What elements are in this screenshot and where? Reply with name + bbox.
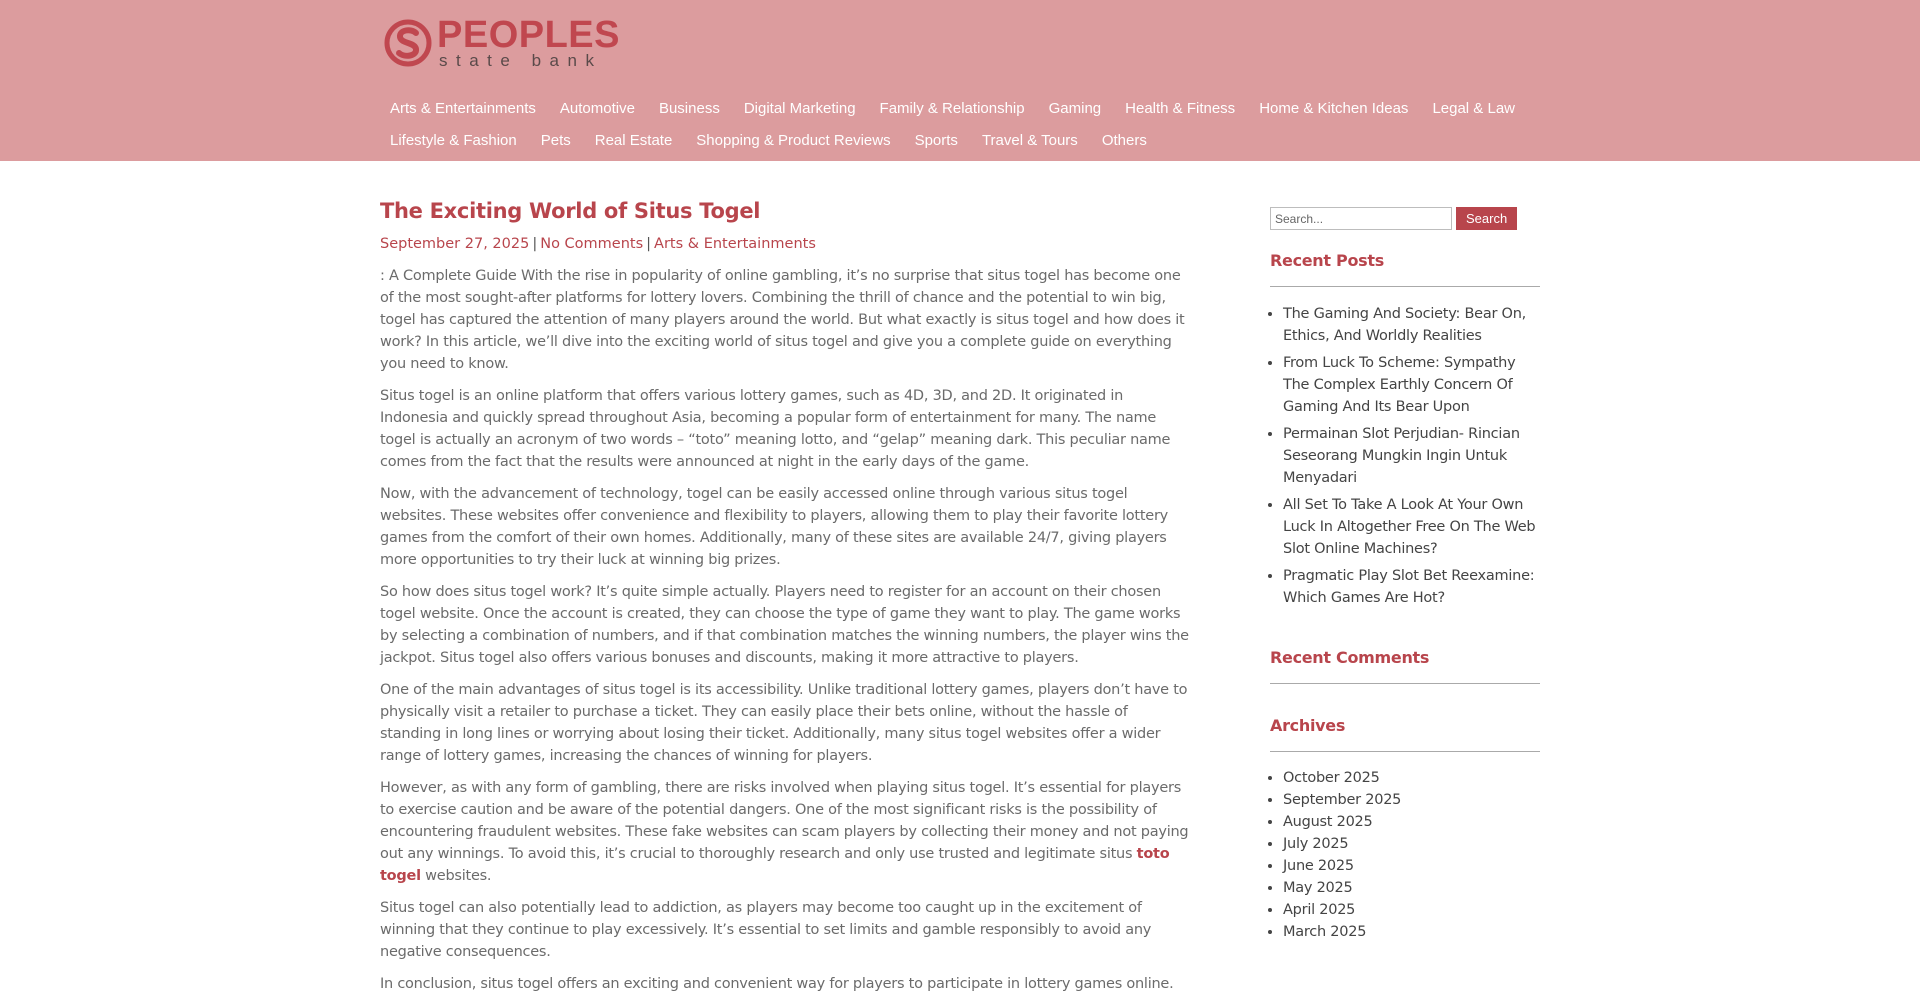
nav-item-automotive[interactable]: Automotive: [559, 99, 635, 117]
nav-item-pets[interactable]: Pets: [540, 131, 571, 149]
post-paragraph: In conclusion, situs togel offers an exciting and convenient way for players to participate in lottery games online.: [380, 976, 1174, 992]
post-paragraph-with-link: [380, 777, 1192, 887]
recent-post-item[interactable]: • Permainan Slot Perjudian- Rincian Seseorang Mungkin Ingin Untuk Menyadari: [1283, 423, 1540, 489]
post-meta: [380, 236, 1192, 252]
logo-tagline: state bank: [439, 51, 603, 70]
nav-item-digital-marketing[interactable]: Digital Marketing: [743, 99, 856, 117]
meta-separator: |: [532, 236, 538, 252]
recent-post-item[interactable]: • All Set To Take A Look At Your Own Luck In Altogether Free On The Web Slot Online Machines?: [1283, 494, 1540, 560]
archive-item[interactable]: • May 2025: [1283, 877, 1540, 899]
recent-post-item[interactable]: • The Gaming And Society: Bear On, Ethics, And Worldly Realities: [1283, 303, 1540, 347]
archive-item[interactable]: • October 2025: [1283, 767, 1540, 789]
archive-item[interactable]: • September 2025: [1283, 789, 1540, 811]
logo-title: PEOPLES: [437, 14, 620, 56]
archive-item[interactable]: • August 2025: [1283, 811, 1540, 833]
recent-posts-list: [1270, 303, 1540, 609]
post-paragraph: So how does situs togel work? It’s quite simple actually. Players need to register for an account on their chosen togel website. Once the account is created, they can choose the type of game they want to play. The game works by selecting a combination of numbers, and if that combination matches the winning numbers, the player wins the jackpot. Situs togel also offers various bonuses and discounts, making it more attractive to players.: [380, 584, 1189, 666]
nav-item-gaming[interactable]: Gaming: [1048, 99, 1102, 117]
logo-text: [437, 16, 620, 69]
post-paragraph: Now, with the advancement of technology, togel can be easily accessed online through various situs togel websites. These websites offer convenience and flexibility to players, allowing them to play their favorite lottery games from the comfort of their own homes. Additionally, many of these sites are available 24/7, giving players more opportunities to try their luck at winning big prizes.: [380, 486, 1168, 568]
widget-divider: [1270, 751, 1540, 752]
site-logo[interactable]: [383, 16, 620, 69]
nav-item-arts-entertainments[interactable]: Arts & Entertainments: [390, 99, 536, 117]
nav-item-lifestyle-fashion[interactable]: Lifestyle & Fashion: [390, 131, 517, 149]
archive-item[interactable]: • April 2025: [1283, 899, 1540, 921]
archives-list: [1270, 767, 1540, 943]
nav-item-business[interactable]: Business: [658, 99, 720, 117]
site-header: [0, 0, 1920, 161]
nav-item-real-estate[interactable]: Real Estate: [594, 131, 673, 149]
post-date-link[interactable]: September 27, 2025: [380, 236, 530, 252]
recent-comments-title: Recent Comments: [1270, 648, 1430, 667]
nav-item-others[interactable]: Others: [1101, 131, 1147, 149]
post-category-link[interactable]: Arts & Entertainments: [654, 236, 816, 252]
post-content: [380, 199, 1192, 1005]
widget-divider: [1270, 286, 1540, 287]
post-paragraph: : A Complete Guide With the rise in popularity of online gambling, it’s no surprise that situs togel has become one of the most sought-after platforms for lottery lovers. Combining the thrill of chance and the potential to win big, togel has captured the attention of many players around the world. But what exactly is situs togel and how does it work? In this article, we’ll dive into the exciting world of situs togel and give you a complete guide on everything you need to know.: [380, 268, 1185, 372]
main-navigation: [390, 92, 1550, 156]
sidebar: [1270, 207, 1540, 943]
toto-togel-link[interactable]: toto togel: [380, 846, 1170, 884]
search-input[interactable]: [1270, 207, 1452, 230]
post-paragraph: One of the main advantages of situs togel is its accessibility. Unlike traditional lottery games, players don’t have to physically visit a retailer to purchase a ticket. They can easily place their bets online, without the hassle of standing in long lines or worrying about losing their ticket. Additionally, many situs togel websites offer a wider range of lottery games, increasing the chances of winning for players.: [380, 682, 1188, 764]
recent-posts-title: Recent Posts: [1270, 251, 1384, 270]
paragraph-text: websites.: [420, 868, 492, 884]
nav-item-health-fitness[interactable]: Health & Fitness: [1125, 99, 1236, 117]
nav-item-family-relationship[interactable]: Family & Relationship: [879, 99, 1025, 117]
archives-title: Archives: [1270, 716, 1346, 735]
nav-row-1: [390, 92, 1550, 124]
nav-item-travel-tours[interactable]: Travel & Tours: [981, 131, 1078, 149]
search-form: [1270, 207, 1540, 230]
post-title[interactable]: The Exciting World of Situs Togel: [380, 199, 761, 223]
archive-item[interactable]: • July 2025: [1283, 833, 1540, 855]
post-paragraph: Situs togel is an online platform that offers various lottery games, such as 4D, 3D, and 2D. It originated in Indonesia and quickly spread throughout Asia, becoming a popular form of entertainment for many. The name togel is actually an acronym of two words – “toto” meaning lotto, and “gelap” meaning dark. This peculiar name comes from the fact that the results were announced at night in the early days of the game.: [380, 388, 1171, 470]
peoples-logo-icon: [383, 18, 433, 68]
recent-post-item[interactable]: • From Luck To Scheme: Sympathy The Complex Earthly Concern Of Gaming And Its Bear Upon: [1283, 352, 1540, 418]
search-button[interactable]: Search: [1456, 207, 1517, 230]
nav-item-home-kitchen[interactable]: Home & Kitchen Ideas: [1259, 99, 1409, 117]
paragraph-text: However, as with any form of gambling, there are risks involved when playing situs togel. It’s essential for players to exercise caution and be aware of the potential dangers. One of the most significant risks is the possibility of encountering fraudulent websites. These fake websites can scam players by collecting their money and not paying out any winnings. To avoid this, it’s crucial to thoroughly research and only use trusted and legitimate situs: [380, 780, 1189, 862]
nav-item-legal-law[interactable]: Legal & Law: [1432, 99, 1515, 117]
meta-separator: |: [646, 236, 652, 252]
nav-item-sports[interactable]: Sports: [914, 131, 958, 149]
archive-item[interactable]: • March 2025: [1283, 921, 1540, 943]
archive-item[interactable]: • June 2025: [1283, 855, 1540, 877]
recent-post-item[interactable]: • Pragmatic Play Slot Bet Reexamine: Which Games Are Hot?: [1283, 565, 1540, 609]
post-comments-link[interactable]: No Comments: [540, 236, 644, 252]
nav-row-2: [390, 124, 1550, 156]
post-paragraph: Situs togel can also potentially lead to addiction, as players may become too caught up in the excitement of winning that they continue to play excessively. It’s essential to set limits and gamble responsibly to avoid any negative consequences.: [380, 900, 1152, 960]
widget-divider: [1270, 683, 1540, 684]
nav-item-shopping-reviews[interactable]: Shopping & Product Reviews: [696, 131, 891, 149]
